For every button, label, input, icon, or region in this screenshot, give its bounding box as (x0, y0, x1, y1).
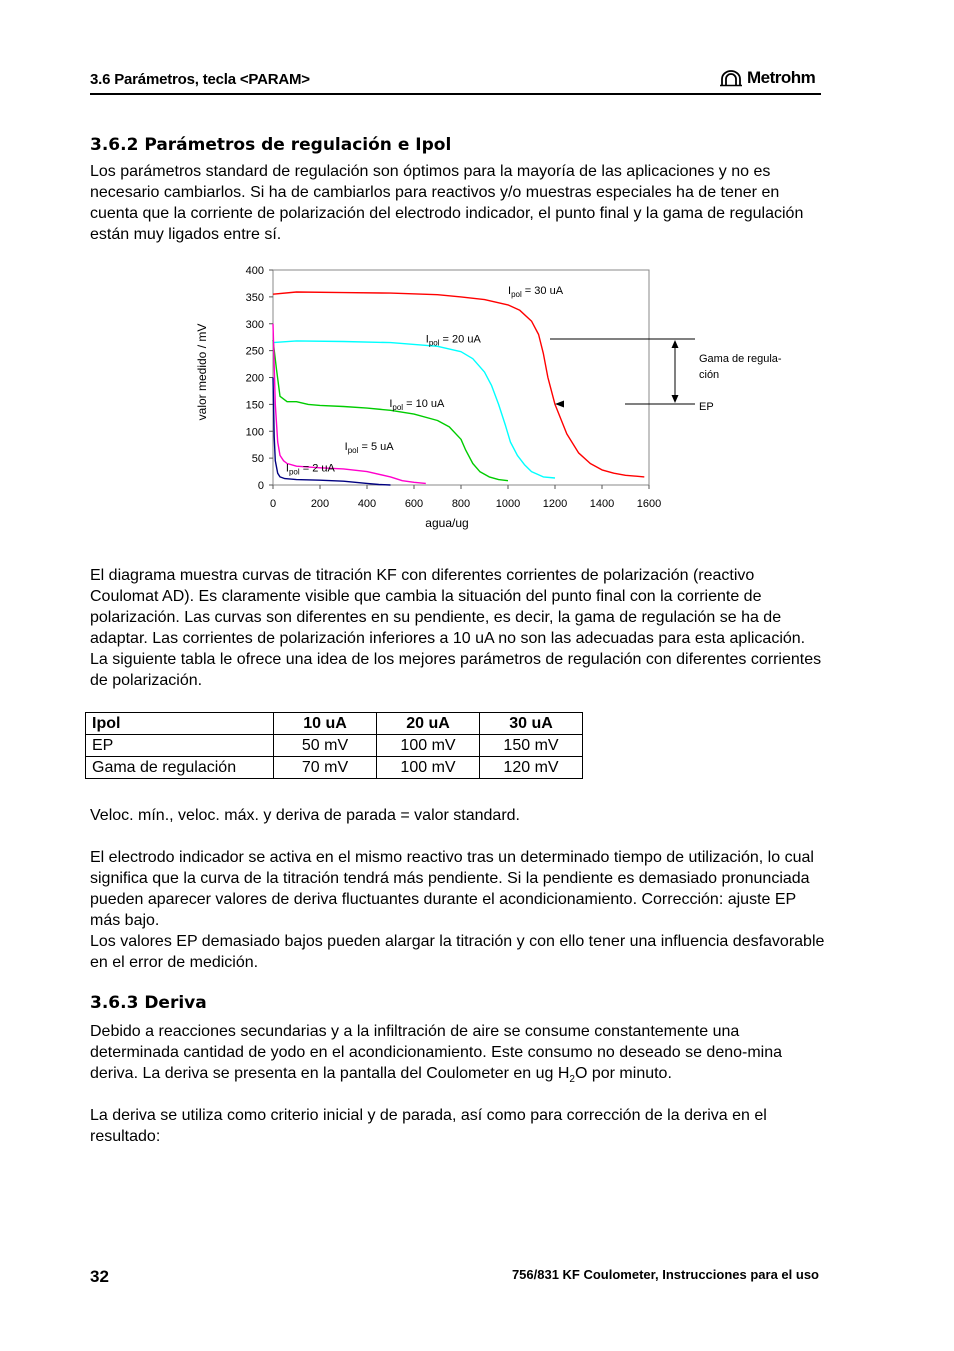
y-tick-label: 350 (245, 291, 264, 304)
curve-label-symbol: I (508, 285, 512, 298)
range-arrow-up-head (672, 340, 679, 348)
curve-label (389, 398, 445, 412)
table-cell: 70 mV (274, 757, 377, 779)
header-rule (90, 93, 821, 95)
curve-label-value: = 30 uA (521, 285, 564, 298)
curve-label (345, 441, 395, 455)
table-header-cell: 30 uA (480, 713, 583, 735)
curve-label-symbol: I (425, 333, 429, 346)
paragraph-drift-usage: La deriva se utiliza como criterio inicial y de parada, así como para corrección de la deriva en el resultado: (90, 1107, 767, 1145)
table-cell: 100 mV (377, 735, 480, 757)
y-tick-label: 250 (245, 345, 264, 358)
table-header-cell: Ipol (86, 713, 274, 735)
table-row (86, 735, 583, 757)
range-arrow-down-head (672, 395, 679, 403)
table-header-cell: 10 uA (274, 713, 377, 735)
paragraph-speed-note: Veloc. mín., veloc. máx. y deriva de parada = valor standard. (90, 807, 520, 824)
curve-label-subscript: pol (392, 403, 404, 413)
range-annotation-line2: ción (699, 369, 720, 381)
x-tick-label: 400 (357, 498, 377, 510)
titration-curves-chart (185, 260, 782, 540)
water-subscript: 2 (569, 1074, 575, 1086)
y-axis-label: valor medido / mV (195, 323, 209, 421)
paragraph-drift-definition (90, 1021, 825, 1090)
section-heading-drift: 3.6.3 Deriva (90, 993, 207, 1013)
y-tick-label: 400 (245, 265, 264, 277)
footer-document-title: 756/831 KF Coulometer, Instrucciones para el uso (511, 1267, 819, 1282)
curve-label-subscript: pol (428, 338, 440, 348)
paragraph-low-ep-note: Los valores EP demasiado bajos pueden alargar la titración y con ello tener una influencia desfavorable en el error de medición. (90, 933, 825, 971)
running-header-section: 3.6 Parámetros, tecla <PARAM> (90, 71, 310, 88)
table-header-row (86, 713, 583, 735)
table-cell: 50 mV (274, 735, 377, 757)
table-cell: 120 mV (480, 757, 583, 779)
curve-label (508, 285, 564, 299)
paragraph-electrode-activation: El electrodo indicador se activa en el mismo reactivo tras un determinado tiempo de utilización, lo cual significa que la curva de la titración tendrá más pendiente. Si la pendiente es demasiado pronunciada pueden aparecer valores de deriva fluctuantes durante el acondicionamiento. Corrección: ajuste EP más bajo. (90, 849, 814, 929)
x-tick-label: 200 (310, 498, 330, 510)
curve-ipol-10ua (273, 340, 508, 481)
curve-label-value: = 2 uA (299, 462, 335, 475)
curve-label-symbol: I (344, 441, 348, 454)
curve-label-value: = 5 uA (358, 441, 394, 454)
y-tick-label: 150 (245, 399, 264, 412)
range-annotation-line1: Gama de regula- (699, 353, 782, 365)
x-tick-label: 1400 (589, 498, 615, 510)
x-tick-label: 1600 (636, 498, 662, 510)
table-row (86, 757, 583, 779)
y-tick-label: 0 (257, 480, 264, 492)
paragraph-intro: Los parámetros standard de regulación son óptimos para la mayoría de las aplicaciones y no es necesario cambiarlos. Si ha de cambiarlos para reactivos y/o muestras especiales ha de tener en cuenta que la corriente de polarización del electrodo indicador, el punto final y la gama de regulación están muy ligados entre sí. (90, 163, 804, 243)
regulation-parameters-table (85, 712, 583, 779)
x-tick-label: 1200 (542, 498, 568, 510)
curve-label-symbol: I (389, 398, 393, 411)
brand-name: Metrohm (747, 68, 816, 87)
y-tick-label: 200 (245, 372, 264, 385)
x-tick-label: 800 (451, 498, 471, 510)
curve-label-subscript: pol (511, 290, 522, 300)
table-cell: Gama de regulación (86, 757, 274, 779)
table-cell: 150 mV (480, 735, 583, 757)
drift-text-part2: O por minuto. (574, 1065, 672, 1082)
plot-area-frame (273, 270, 649, 485)
curve-label-subscript: pol (347, 446, 359, 456)
x-axis-label: agua/ug (425, 516, 469, 530)
metrohm-symbol-icon (719, 69, 743, 87)
curve-label-value: = 20 uA (439, 333, 481, 346)
drift-text-part1: Debido a reacciones secundarias y a la infiltración de aire se consume constantemente una determinada cantidad de yodo en el acondicionamiento. Este consumo no deseado se deno-mina deriva. La deriva se presenta en la pantalla del Coulometer en ug H (90, 1023, 783, 1082)
table-header-cell: 20 uA (377, 713, 480, 735)
x-tick-label: 1000 (495, 498, 521, 510)
curve-label-symbol: I (285, 462, 289, 475)
x-tick-label: 600 (404, 498, 424, 510)
y-tick-label: 50 (251, 453, 264, 466)
table-cell: EP (86, 735, 274, 757)
curve-label-subscript: pol (288, 467, 300, 477)
y-tick-label: 300 (245, 318, 264, 331)
paragraph-diagram-explanation: El diagrama muestra curvas de titración KF con diferentes corrientes de polarización (reactivo Coulomat AD). Es claramente visible que cambia la situación del punto final con la corriente de polarización. Las curvas son diferentes en su pendiente, es decir, la gama de regulación se ha de adaptar. Las corrientes de polarización inferiores a 10 uA no son las adecuadas para esta aplicación. La siguiente tabla le ofrece una idea de los mejores parámetros de regulación con diferentes corrientes de polarización. (90, 567, 822, 689)
ep-annotation: EP (699, 401, 714, 413)
curve-label (426, 334, 482, 348)
y-tick-label: 100 (245, 426, 264, 439)
section-heading-regulation: 3.6.2 Parámetros de regulación e Ipol (90, 135, 452, 155)
table-cell: 100 mV (377, 757, 480, 779)
x-tick-label: 0 (269, 498, 277, 510)
curve-label-value: = 10 uA (403, 398, 445, 411)
metrohm-logo (719, 68, 815, 88)
page-number: 32 (90, 1267, 109, 1286)
curve-ipol-30ua (273, 292, 644, 477)
